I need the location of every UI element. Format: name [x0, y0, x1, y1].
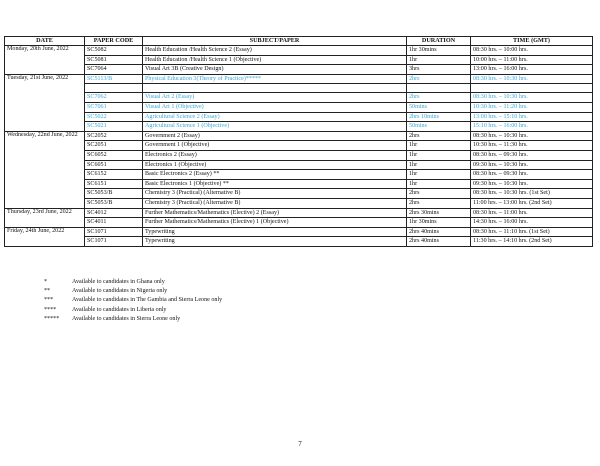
subject-paper-cell: Basic Electronics 2 (Essay) **	[143, 170, 407, 180]
table-row	[5, 74, 593, 84]
exam-date: Tuesday, 21st June, 2022	[5, 74, 85, 131]
page-number: 7	[298, 440, 302, 448]
subject-paper-cell: Government 1 (Objective)	[143, 141, 407, 151]
header-paper-code: PAPER CODE	[85, 37, 143, 46]
subject-paper-cell: Basic Electronics 1 (Objective) **	[143, 179, 407, 189]
duration-cell	[407, 84, 471, 93]
duration-cell: 2hrs 40mins	[407, 237, 471, 247]
table-row	[5, 218, 593, 228]
paper-code-cell: SC6052	[85, 150, 143, 160]
paper-code-cell: SC4011	[85, 218, 143, 228]
duration-cell: 1hr	[407, 170, 471, 180]
paper-code-cell: SC1071	[85, 227, 143, 237]
exam-date: Wednesday, 22nd June, 2022	[5, 131, 85, 208]
duration-cell: 1hr	[407, 141, 471, 151]
exam-date: Friday, 24th June, 2022	[5, 227, 85, 246]
duration-cell: 1hr	[407, 55, 471, 65]
exam-date: Thursday, 23rd June, 2022	[5, 208, 85, 227]
subject-paper-cell: Agricultural Science 2 (Essay)	[143, 112, 407, 122]
paper-code-cell: SC5021	[85, 122, 143, 132]
subject-paper-cell: Health Education /Health Science 2 (Essay)	[143, 46, 407, 56]
paper-code-cell: SC4012	[85, 208, 143, 218]
paper-code-cell	[85, 84, 143, 93]
paper-code-cell: SC2051	[85, 141, 143, 151]
duration-cell: 1hr	[407, 150, 471, 160]
table-row	[5, 170, 593, 180]
duration-cell: 2hrs	[407, 189, 471, 199]
paper-code-cell: SC5113/B	[85, 74, 143, 84]
duration-cell: 2hrs 30mins	[407, 208, 471, 218]
footnote-mark: *****	[44, 315, 60, 322]
subject-paper-cell: Typewriting	[143, 237, 407, 247]
duration-cell: 1hr	[407, 179, 471, 189]
table-row	[5, 198, 593, 208]
subject-paper-cell: Electronics 2 (Essay)	[143, 150, 407, 160]
paper-code-cell: SC5053/B	[85, 198, 143, 208]
paper-code-cell: SC6051	[85, 160, 143, 170]
time-gmt-cell: 08:30 hrs. – 11:10 hrs. (1st Set)	[471, 227, 593, 237]
table-row	[5, 65, 593, 75]
exam-date: Monday, 20th June, 2022	[5, 46, 85, 75]
subject-paper-cell: Chemistry 3 (Practical) (Alternative B)	[143, 189, 407, 199]
table-row	[5, 150, 593, 160]
duration-cell: 2hrs	[407, 93, 471, 103]
table-row	[5, 84, 593, 93]
time-gmt-cell: 11:00 hrs. – 13:00 hrs. (2nd Set)	[471, 198, 593, 208]
paper-code-cell: SC5053/B	[85, 189, 143, 199]
time-gmt-cell: 10:30 hrs. – 11:20 hrs.	[471, 102, 593, 112]
table-row	[5, 160, 593, 170]
footnote-text: Available to candidates in Sierra Leone only	[72, 315, 181, 322]
footnote-text: Available to candidates in Nigeria only	[72, 288, 168, 295]
table-row	[5, 55, 593, 65]
time-gmt-cell: 08:30 hrs. – 10:30 hrs.	[471, 131, 593, 141]
subject-paper-cell: Chemistry 3 (Practical) (Alternative B)	[143, 198, 407, 208]
table-row	[5, 237, 593, 247]
paper-code-cell: SC5081	[85, 55, 143, 65]
duration-cell: 50mins	[407, 122, 471, 132]
footnote-mark: *	[44, 279, 48, 285]
table-row	[5, 122, 593, 132]
time-gmt-cell: 08:30 hrs. – 11:00 hrs.	[471, 208, 593, 218]
time-gmt-cell: 09:30 hrs. – 10:30 hrs.	[471, 160, 593, 170]
paper-code-cell: SC2052	[85, 131, 143, 141]
time-gmt-cell: 15:10 hrs. – 16:00 hrs.	[471, 122, 593, 132]
footnote-text: Available to candidates in The Gambia and Sierra Leone only	[72, 297, 223, 304]
subject-paper-cell: Visual Art 2 (Essay)	[143, 93, 407, 103]
table-row	[5, 179, 593, 189]
subject-paper-cell: Typewriting	[143, 227, 407, 237]
exam-timetable	[4, 36, 593, 247]
time-gmt-cell	[471, 84, 593, 93]
time-gmt-cell: 08:30 hrs. – 10:00 hrs.	[471, 46, 593, 56]
footnote-text: Available to candidates in Liberia only	[72, 306, 167, 313]
table-row	[5, 102, 593, 112]
duration-cell: 2hrs	[407, 131, 471, 141]
duration-cell: 2hrs	[407, 198, 471, 208]
footnote-text: Available to candidates in Ghana only	[72, 279, 165, 285]
duration-cell: 50mins	[407, 102, 471, 112]
subject-paper-cell: Physical Education 3(Theory of Practice)*****	[143, 74, 407, 84]
timetable-header	[5, 37, 593, 46]
time-gmt-cell: 09:30 hrs. – 10:30 hrs.	[471, 179, 593, 189]
subject-paper-cell: Further Mathematics/Mathematics (Elective) 1 (Objective)	[143, 218, 407, 228]
paper-code-cell: SC7062	[85, 93, 143, 103]
paper-code-cell: SC7064	[85, 65, 143, 75]
time-gmt-cell: 08:30 hrs. – 09:30 hrs.	[471, 150, 593, 160]
duration-cell: 3hrs	[407, 65, 471, 75]
table-row	[5, 131, 593, 141]
subject-paper-cell: Health Education /Health Science 1 (Objective)	[143, 55, 407, 65]
paper-code-cell: SC7061	[85, 102, 143, 112]
duration-cell: 1hr	[407, 160, 471, 170]
paper-code-cell: SC6152	[85, 170, 143, 180]
subject-paper-cell: Visual Art 1 (Objective)	[143, 102, 407, 112]
time-gmt-cell: 14:30 hrs. – 16:00 hrs.	[471, 218, 593, 228]
footnote-mark: ****	[44, 306, 57, 313]
header-time: TIME (GMT)	[471, 37, 593, 46]
table-row	[5, 208, 593, 218]
header-date: DATE	[5, 37, 85, 46]
time-gmt-cell: 13:00 hrs. – 15:10 hrs.	[471, 112, 593, 122]
footnote-mark: ***	[44, 297, 54, 304]
paper-code-cell: SC5082	[85, 46, 143, 56]
duration-cell: 1hr 30mins	[407, 46, 471, 56]
time-gmt-cell: 10:30 hrs. – 11:30 hrs.	[471, 141, 593, 151]
time-gmt-cell: 08:30 hrs. – 09:30 hrs.	[471, 170, 593, 180]
time-gmt-cell: 08:30 hrs. – 10:30 hrs. (1st Set)	[471, 189, 593, 199]
time-gmt-cell: 08:30 hrs. – 10:30 hrs.	[471, 93, 593, 103]
table-row	[5, 93, 593, 103]
time-gmt-cell: 11:30 hrs. – 14:10 hrs. (2nd Set)	[471, 237, 593, 247]
subject-paper-cell: Agricultural Science 1 (Objective)	[143, 122, 407, 132]
duration-cell: 2hrs 10mins	[407, 112, 471, 122]
duration-cell: 2hrs	[407, 74, 471, 84]
duration-cell: 1hr 30mins	[407, 218, 471, 228]
table-row	[5, 112, 593, 122]
table-row	[5, 189, 593, 199]
duration-cell: 2hrs 40mins	[407, 227, 471, 237]
subject-paper-cell: Visual Art 3B (Creative Design)	[143, 65, 407, 75]
subject-paper-cell: Further Mathematics/Mathematics (Elective) 2 (Essay)	[143, 208, 407, 218]
table-row	[5, 141, 593, 151]
paper-code-cell: SC6151	[85, 179, 143, 189]
subject-paper-cell	[143, 84, 407, 93]
subject-paper-cell: Electronics 1 (Objective)	[143, 160, 407, 170]
paper-code-cell: SC5022	[85, 112, 143, 122]
table-row	[5, 227, 593, 237]
time-gmt-cell: 13:00 hrs. – 16:00 hrs.	[471, 65, 593, 75]
subject-paper-cell: Government 2 (Essay)	[143, 131, 407, 141]
time-gmt-cell: 08:30 hrs. – 10:30 hrs.	[471, 74, 593, 84]
footnote-mark: **	[44, 288, 51, 295]
header-duration: DURATION	[407, 37, 471, 46]
paper-code-cell: SC1071	[85, 237, 143, 247]
time-gmt-cell: 10:00 hrs. – 11:00 hrs.	[471, 55, 593, 65]
header-subject-paper: SUBJECT/PAPER	[143, 37, 407, 46]
header-row	[5, 37, 593, 46]
timetable-body	[5, 46, 593, 247]
table-row	[5, 46, 593, 56]
